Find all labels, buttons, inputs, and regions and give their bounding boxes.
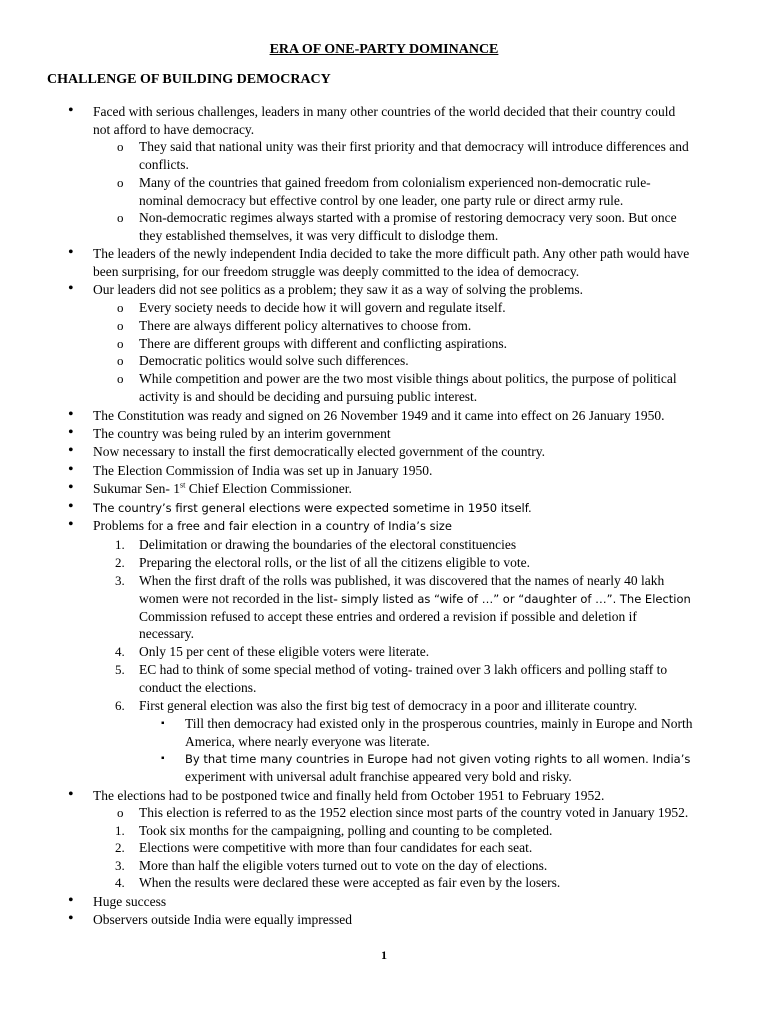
- bullet-marker: •: [68, 102, 74, 119]
- text-line: When the first draft of the rolls was published, it was discovered that the names of nearly 40 lakh: [139, 573, 665, 588]
- list-number: 1.: [115, 823, 125, 838]
- text-line: Took six months for the campaigning, polling and counting to be completed.: [139, 823, 553, 838]
- document-title: ERA OF ONE-PARTY DOMINANCE: [269, 42, 499, 57]
- bullet-marker: •: [68, 516, 74, 533]
- text-line: activity is and should be deciding and pursuing public interest.: [139, 389, 478, 404]
- text-span: Sukumar Sen- 1: [93, 481, 180, 496]
- text-span: simply listed as “wife of …” or “daughter of …”. The Election: [341, 592, 691, 606]
- text-line: Elections were competitive with more than four candidates for each seat.: [139, 840, 533, 855]
- page-number: 1: [381, 948, 387, 962]
- text-line: The country was being ruled by an interim government: [93, 426, 391, 441]
- text-line: While competition and power are the two most visible things about politics, the purpose of political: [139, 371, 677, 386]
- text-line: they established themselves, it was very difficult to dislodge them.: [139, 228, 499, 243]
- text-line: conflicts.: [139, 157, 189, 172]
- sub-bullet-marker: o: [117, 139, 124, 154]
- bullet-marker: •: [68, 442, 74, 459]
- section-heading: CHALLENGE OF BUILDING DEMOCRACY: [47, 72, 331, 87]
- text-span: women were not recorded in the list-: [139, 591, 342, 606]
- text-line: Faced with serious challenges, leaders in many other countries of the world decided that their country could: [93, 104, 676, 119]
- sub-bullet-marker: o: [117, 175, 124, 190]
- text-line: Till then democracy had existed only in the prosperous countries, mainly in Europe and North: [185, 716, 693, 731]
- bullet-marker: •: [68, 244, 74, 261]
- text-span: a free and fair election in a country of India’s size: [166, 519, 452, 533]
- text-line: There are always different policy alternatives to choose from.: [139, 318, 472, 333]
- bullet-marker: •: [68, 280, 74, 297]
- text-line: Non-democratic regimes always started with a promise of restoring democracy very soon. But once: [139, 210, 677, 225]
- bullet-marker: •: [68, 461, 74, 478]
- text-line: This election is referred to as the 1952 election since most parts of the country voted in January 1952.: [139, 805, 689, 820]
- text-span: Problems for: [93, 518, 167, 533]
- text-line: Only 15 per cent of these eligible voters were literate.: [139, 644, 430, 659]
- text-line: There are different groups with different and conflicting aspirations.: [139, 336, 508, 351]
- text-line: Our leaders did not see politics as a problem; they saw it as a way of solving the problems.: [93, 282, 584, 297]
- text-line: Observers outside India were equally impressed: [93, 912, 353, 927]
- text-line: Commission refused to accept these entries and ordered a revision if possible and deletion if: [139, 609, 637, 624]
- bullet-marker: •: [68, 424, 74, 441]
- sub-bullet-marker: o: [117, 805, 124, 820]
- text-line: [93, 480, 352, 498]
- bullet-marker: •: [68, 786, 74, 803]
- text-line: The leaders of the newly independent India decided to take the more difficult path. Any other path would have: [93, 246, 690, 261]
- text-line: [139, 590, 691, 608]
- sub-bullet-marker: o: [117, 371, 124, 386]
- text-line: Delimitation or drawing the boundaries of the electoral constituencies: [139, 537, 517, 552]
- text-line: [185, 750, 690, 768]
- bullet-marker: •: [68, 498, 74, 515]
- bullet-marker: •: [68, 479, 74, 496]
- bullet-marker: •: [68, 910, 74, 927]
- text-line: conduct the elections.: [139, 680, 257, 695]
- superscript: st: [180, 480, 186, 490]
- text-line: First general election was also the first big test of democracy in a poor and illiterate country.: [139, 698, 638, 713]
- list-number: 4.: [115, 644, 125, 659]
- text-line: The elections had to be postponed twice and finally held from October 1951 to February 1952.: [93, 788, 605, 803]
- text-line: [93, 517, 452, 535]
- sub-bullet-marker: o: [117, 318, 124, 333]
- list-number: 2.: [115, 555, 125, 570]
- list-number: 2.: [115, 840, 125, 855]
- text-line: Preparing the electoral rolls, or the list of all the citizens eligible to vote.: [139, 555, 531, 570]
- text-line: Many of the countries that gained freedom from colonialism experienced non-democratic rule-: [139, 175, 651, 190]
- sub-bullet-marker: o: [117, 210, 124, 225]
- text-line: Every society needs to decide how it will govern and regulate itself.: [139, 300, 506, 315]
- text-line: EC had to think of some special method of voting- trained over 3 lakh officers and polling staff to: [139, 662, 668, 677]
- bullet-marker: •: [68, 406, 74, 423]
- text-line: The Constitution was ready and signed on 26 November 1949 and it came into effect on 26 January 1950.: [93, 408, 665, 423]
- text-span: Chief Election Commissioner.: [185, 481, 352, 496]
- list-number: 5.: [115, 662, 125, 677]
- list-number: 3.: [115, 858, 125, 873]
- bullet-marker: •: [68, 892, 74, 909]
- list-number: 6.: [115, 698, 125, 713]
- sub-bullet-marker: o: [117, 336, 124, 351]
- text-line: Huge success: [93, 894, 167, 909]
- text-line: America, where nearly everyone was literate.: [185, 734, 430, 749]
- sub-bullet-marker: o: [117, 353, 124, 368]
- text-line: necessary.: [139, 626, 194, 641]
- square-bullet-marker: ▪: [161, 753, 165, 764]
- text-line: They said that national unity was their first priority and that democracy will introduce differences and: [139, 139, 689, 154]
- text-line: The country’s first general elections were expected sometime in 1950 itself.: [93, 501, 532, 515]
- text-line: More than half the eligible voters turned out to vote on the day of elections.: [139, 858, 548, 873]
- text-line: The Election Commission of India was set up in January 1950.: [93, 463, 433, 478]
- text-line: not afford to have democracy.: [93, 122, 255, 137]
- text-line: experiment with universal adult franchise appeared very bold and risky.: [185, 769, 572, 784]
- text-line: When the results were declared these were accepted as fair even by the losers.: [139, 875, 561, 890]
- list-number: 4.: [115, 875, 125, 890]
- text-span: By that time many countries in Europe had not given voting rights to all women. India’s: [185, 752, 691, 766]
- square-bullet-marker: ▪: [161, 718, 165, 729]
- text-line: Now necessary to install the first democratically elected government of the country.: [93, 444, 545, 459]
- text-line: Democratic politics would solve such differences.: [139, 353, 409, 368]
- sub-bullet-marker: o: [117, 300, 124, 315]
- text-line: been surprising, for our freedom struggle was deeply committed to the idea of democracy.: [93, 264, 580, 279]
- text-line: nominal democracy but effective control by one leader, one party rule or direct army rule.: [139, 193, 624, 208]
- list-number: 3.: [115, 573, 125, 588]
- list-number: 1.: [115, 537, 125, 552]
